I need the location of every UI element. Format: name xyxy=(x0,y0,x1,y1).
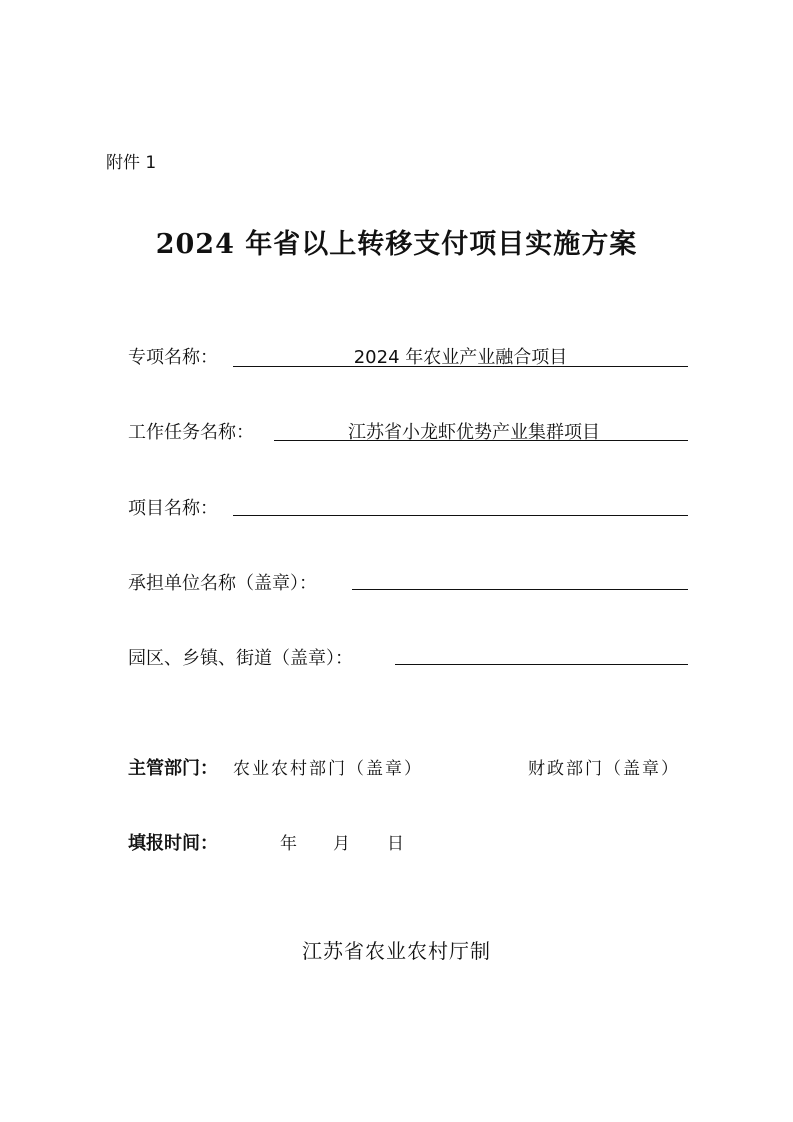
agri-dept-seal: 农业农村部门（盖章） xyxy=(233,759,423,779)
special-item-value[interactable]: 2024 年农业产业融合项目 xyxy=(353,347,568,368)
project-name-label: 项目名称： xyxy=(128,498,218,519)
project-name-underline xyxy=(233,515,688,516)
page-title: 2024 年省以上转移支付项目实施方案 xyxy=(155,229,638,260)
special-item-label: 专项名称： xyxy=(128,347,218,368)
issuer: 江苏省农业农村厅制 xyxy=(302,939,491,963)
park-town-underline xyxy=(395,664,688,665)
task-name-value[interactable]: 江苏省小龙虾优势产业集群项目 xyxy=(348,422,600,443)
finance-dept-seal: 财政部门（盖章） xyxy=(528,759,680,779)
park-town-label: 园区、乡镇、街道（盖章）： xyxy=(128,648,353,669)
attachment-label: 附件 1 xyxy=(106,153,157,173)
task-name-label: 工作任务名称： xyxy=(128,422,254,443)
fill-date-year[interactable]: 年 xyxy=(280,834,299,854)
fill-date-label: 填报时间： xyxy=(128,833,218,854)
fill-date-month[interactable]: 月 xyxy=(333,834,352,854)
undertaker-label: 承担单位名称（盖章）： xyxy=(128,573,317,594)
fill-date-day[interactable]: 日 xyxy=(387,834,406,854)
undertaker-underline xyxy=(352,589,688,590)
authority-label: 主管部门： xyxy=(128,758,218,779)
